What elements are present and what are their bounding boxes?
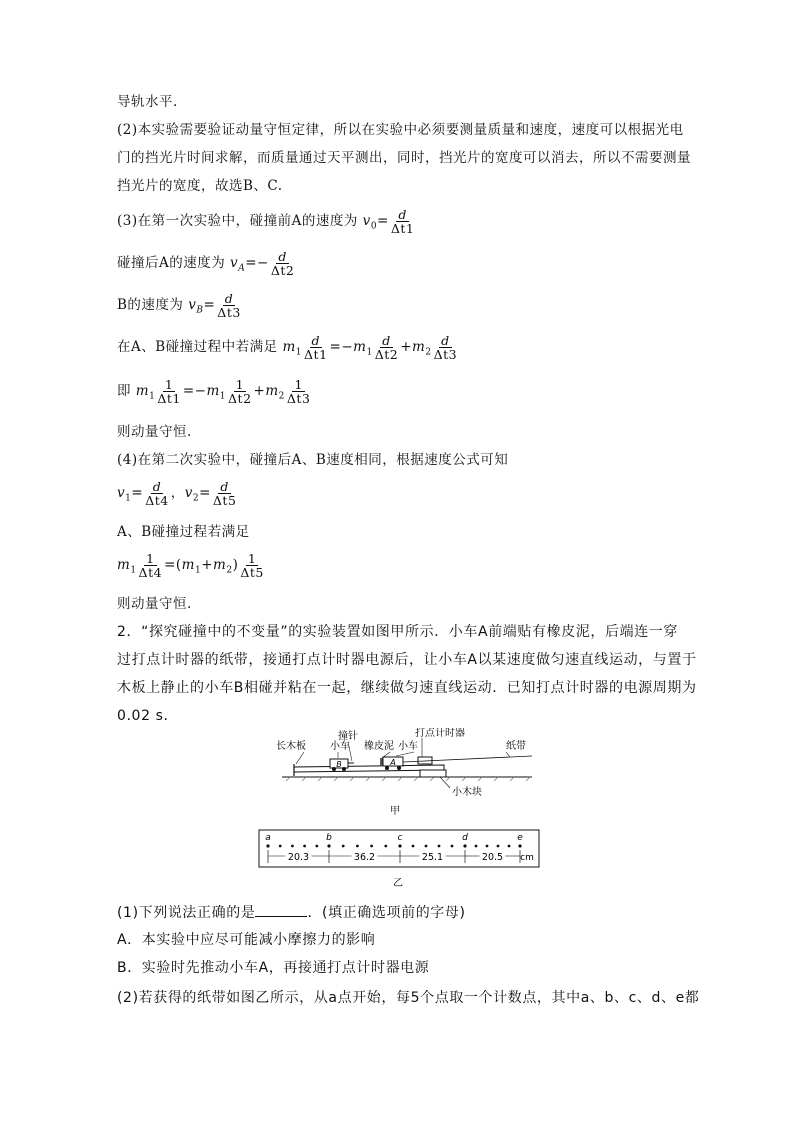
cart-a-wheel bbox=[397, 766, 401, 770]
text-segment: (3)在第一次实验中，碰撞前A的速度为 bbox=[117, 213, 358, 229]
subquestion-2: (2)若获得的纸带如图乙所示，从a点开始，每5个点取一个计数点，其中a、b、c、d、e都 bbox=[117, 990, 700, 1006]
text-segment: B的速度为 bbox=[117, 297, 184, 313]
segment-length: 36.2 bbox=[353, 852, 376, 863]
option-b: B．实验时先推动小车A，再接通打点计时器电源 bbox=[117, 960, 430, 976]
tape-dot bbox=[356, 845, 359, 848]
cart-a-wheel bbox=[385, 766, 389, 770]
small-wood-block bbox=[420, 770, 446, 777]
tape-dot bbox=[451, 845, 454, 848]
label-putty: 橡皮泥 bbox=[364, 741, 394, 752]
denominator: Δt4 bbox=[145, 493, 169, 508]
tape-dot bbox=[438, 845, 441, 848]
subquestion-1 bbox=[117, 902, 466, 923]
solution-line-3: 门的挡光片时间求解，而质量通过天平测出，同时，挡光片的宽度可以消去，所以不需要测量 bbox=[117, 150, 691, 166]
figure-caption-yi: 乙 bbox=[393, 878, 403, 889]
tape-dot bbox=[463, 844, 466, 847]
tape-dot bbox=[279, 845, 282, 848]
figure-caption-jia: 甲 bbox=[390, 806, 400, 817]
tape-dot bbox=[384, 845, 387, 848]
text-segment: 碰撞后A的速度为 bbox=[117, 255, 226, 271]
fraction bbox=[433, 334, 459, 361]
denominator: Δt1 bbox=[157, 391, 181, 406]
tape-dot bbox=[486, 845, 489, 848]
text-segment: 在A、B碰撞过程中若满足 bbox=[117, 339, 278, 355]
tape-dot bbox=[508, 845, 511, 848]
fraction bbox=[144, 480, 170, 507]
fraction bbox=[227, 378, 253, 405]
point-label: b bbox=[326, 833, 332, 843]
numerator: d bbox=[311, 333, 321, 348]
solution-line-11: (4)在第二次实验中，碰撞后A、B速度相同，根据速度公式可知 bbox=[117, 452, 509, 468]
tape-dot bbox=[342, 845, 345, 848]
question-paragraph-line-4: 0.02 s. bbox=[117, 708, 169, 724]
point-label: a bbox=[265, 833, 271, 843]
tape-dot bbox=[475, 845, 478, 848]
point-label: d bbox=[462, 833, 468, 843]
denominator: Δt1 bbox=[390, 221, 415, 236]
label-paper-tape: 纸带 bbox=[506, 741, 526, 752]
fraction bbox=[156, 378, 182, 405]
denominator: Δt3 bbox=[286, 391, 311, 406]
fraction bbox=[216, 292, 242, 319]
numerator: 1 bbox=[164, 377, 174, 392]
numerator: d bbox=[152, 479, 162, 494]
point-label: c bbox=[397, 833, 403, 843]
subquestion-1-text: (1)下列说法正确的是 bbox=[117, 905, 256, 921]
fraction bbox=[390, 208, 416, 235]
apparatus-figure bbox=[272, 728, 542, 818]
question-paragraph-line-2: 过打点计时器的纸带，接通打点计时器电源后，让小车A以某速度做匀速直线运动，与置于 bbox=[117, 652, 697, 668]
label-long-board: 长木板 bbox=[276, 741, 306, 752]
tape-dot bbox=[327, 844, 330, 847]
numerator: d bbox=[398, 207, 407, 222]
solution-line-6: 碰撞后A的速度为 $v_A=-$ $\frac{d}{\Delta t2}$ bbox=[117, 249, 295, 278]
denominator: Δt5 bbox=[212, 493, 237, 508]
label-small-block: 小木块 bbox=[452, 787, 482, 798]
numerator: 1 bbox=[146, 551, 155, 566]
solution-line-13: A、B碰撞过程若满足 bbox=[117, 524, 250, 540]
cart-b-wheel bbox=[342, 767, 346, 771]
solution-line-10: 则动量守恒. bbox=[117, 424, 192, 440]
solution-line-1: 导轨水平. bbox=[117, 94, 178, 110]
unit-label: cm bbox=[520, 853, 534, 863]
question-paragraph-line-1: 2．“探究碰撞中的不变量”的实验装置如图甲所示．小车A前端贴有橡皮泥，后端连一穿 bbox=[117, 624, 678, 640]
numerator: d bbox=[382, 333, 391, 348]
tape-dot bbox=[315, 845, 318, 848]
numerator: d bbox=[278, 249, 287, 264]
label-cart-b: 小车 bbox=[330, 741, 350, 752]
solution-line-8: 在A、B碰撞过程中若满足 $m_1$ $\frac{d}{\Delta t1}$ $=-m_1$ $\frac{d}{\Delta t2}$ $+m_2$ $\frac{d}{\Delta t3}$ bbox=[117, 333, 458, 362]
tape-dot bbox=[412, 845, 415, 848]
solution-line-2: (2)本实验需要验证动量守恒定律，所以在实验中必须要测量质量和速度，速度可以根据光电 bbox=[117, 122, 684, 138]
numerator: d bbox=[441, 333, 450, 348]
denominator: Δt2 bbox=[270, 263, 295, 278]
denominator: Δt5 bbox=[240, 565, 264, 580]
fraction bbox=[239, 552, 265, 579]
tape-dot bbox=[497, 845, 500, 848]
denominator: Δt2 bbox=[228, 391, 252, 406]
question-paragraph-line-3: 木板上静止的小车B相碰并粘在一起，继续做匀速直线运动．已知打点计时器的电源周期为 bbox=[117, 680, 697, 696]
numerator: 1 bbox=[235, 377, 245, 392]
label-timer: 打点计时器 bbox=[415, 728, 465, 739]
denominator: Δt1 bbox=[304, 347, 328, 362]
numerator: 1 bbox=[247, 551, 257, 566]
fraction bbox=[270, 250, 296, 277]
denominator: Δt4 bbox=[138, 565, 163, 580]
solution-line-14: $m_1$ $\frac{1}{\Delta t4}$ $=(m_1+m_2)$ $\frac{1}{\Delta t5}$ bbox=[117, 551, 264, 580]
fraction bbox=[303, 334, 329, 361]
tape-dot bbox=[518, 844, 521, 847]
denominator: Δt2 bbox=[374, 347, 399, 362]
segment-length: 20.3 bbox=[287, 852, 310, 863]
denominator: Δt3 bbox=[433, 347, 458, 362]
tape-dot bbox=[303, 845, 306, 848]
solution-line-9: 即 $m_1$ $\frac{1}{\Delta t1}$ $=-m_1$ $\frac{1}{\Delta t2}$ $+m_2$ $\frac{1}{\Delta t3}$ bbox=[117, 377, 311, 406]
label-needle: 撞针 bbox=[338, 731, 358, 742]
tape-dot bbox=[425, 845, 428, 848]
fraction bbox=[138, 552, 164, 579]
fraction bbox=[374, 334, 400, 361]
point-label: e bbox=[517, 833, 523, 843]
segment-length: 25.1 bbox=[421, 852, 444, 863]
option-a: A．本实验中应尽可能减小摩擦力的影响 bbox=[117, 932, 376, 948]
tape-dot bbox=[266, 844, 269, 847]
numerator: d bbox=[224, 291, 234, 306]
solution-line-4: 挡光片的宽度，故选B、C. bbox=[117, 178, 283, 194]
numerator: 1 bbox=[294, 377, 303, 392]
text-segment: 即 bbox=[117, 383, 131, 399]
subquestion-1-tail: ．(填正确选项前的字母) bbox=[307, 905, 466, 921]
cart-b-label: B bbox=[336, 760, 342, 769]
numerator: d bbox=[220, 479, 229, 494]
tape-dot bbox=[398, 844, 401, 847]
answer-blank[interactable] bbox=[255, 902, 307, 917]
segment-length: 20.5 bbox=[481, 852, 504, 863]
denominator: Δt3 bbox=[217, 305, 241, 320]
cart-a-label: A bbox=[390, 758, 396, 767]
fraction bbox=[212, 480, 238, 507]
paper-tape-figure bbox=[258, 829, 542, 889]
solution-line-5: (3)在第一次实验中，碰撞前A的速度为 $v_0=$ $\frac{d}{\Delta t1}$ bbox=[117, 207, 415, 236]
solution-line-12: $v_1=$ $\frac{d}{\Delta t4}$ ，$v_2=$ $\frac{d}{\Delta t5}$ bbox=[117, 479, 237, 508]
tape-dot bbox=[291, 845, 294, 848]
tape-dot bbox=[370, 845, 373, 848]
solution-line-7: B的速度为 $v_B=$ $\frac{d}{\Delta t3}$ bbox=[117, 291, 241, 320]
label-cart-a: 小车 bbox=[398, 741, 418, 752]
fraction bbox=[286, 378, 312, 405]
solution-line-15: 则动量守恒. bbox=[117, 596, 192, 612]
ground-hatching bbox=[286, 777, 530, 781]
